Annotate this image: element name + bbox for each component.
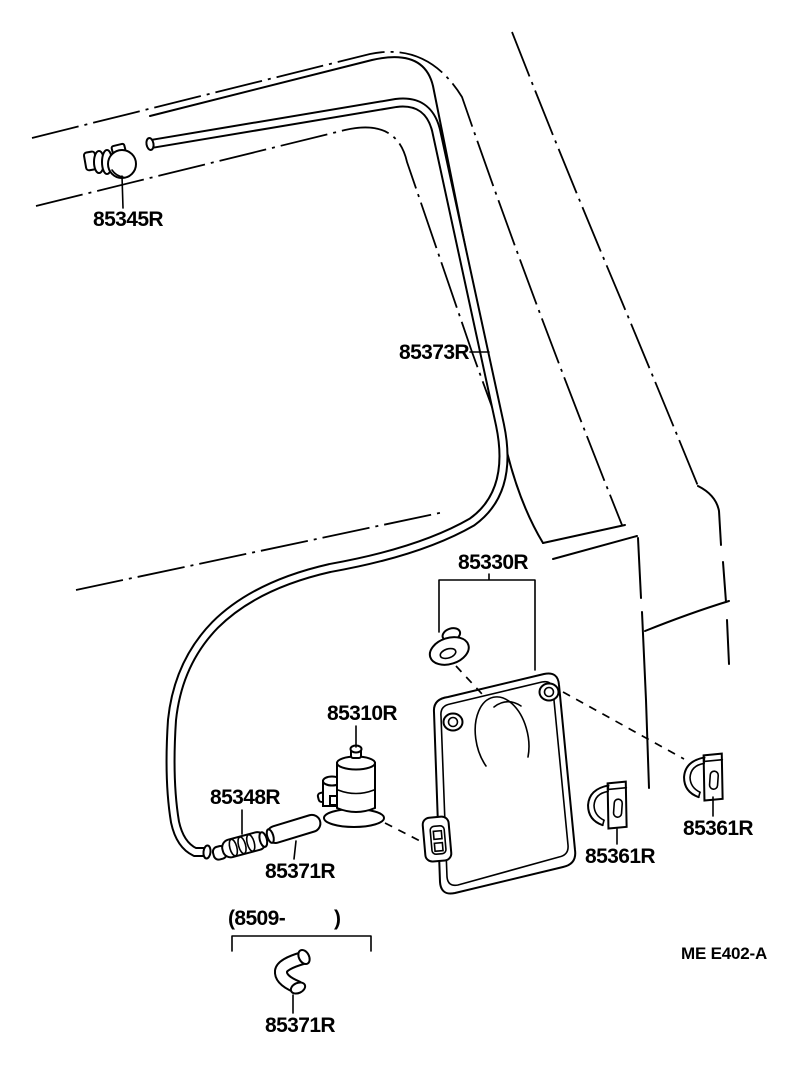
label-nozzle: 85345R — [93, 208, 163, 231]
hose-open-end-bottom — [203, 845, 211, 859]
tank-screw-boss-left — [444, 714, 463, 731]
label-pump: 85310R — [327, 702, 397, 725]
drawing-code: ME E402-A — [681, 944, 768, 963]
sill-line-1 — [543, 525, 625, 543]
label-joint: 85348R — [210, 786, 280, 809]
tank-cap — [424, 625, 473, 670]
label-hose-main: 85373R — [399, 341, 469, 364]
label-production-note-open: (8509- — [228, 907, 286, 930]
label-clip-right: 85361R — [683, 817, 753, 840]
clip-right — [683, 751, 726, 802]
label-tank: 85330R — [458, 551, 528, 574]
body-outline — [32, 32, 729, 788]
label-clip-left: 85361R — [585, 845, 655, 868]
roofline-pillar-left — [32, 52, 622, 525]
hose-elbow — [281, 948, 312, 996]
quarter-vertical-right — [698, 486, 729, 664]
production-note-bracket — [232, 936, 371, 951]
label-hose-short: 85371R — [265, 860, 335, 883]
washer-nozzle — [84, 143, 136, 178]
tank-screw-boss-right — [540, 684, 559, 701]
clip-left — [587, 779, 630, 830]
pillar-right-edge — [512, 32, 698, 486]
quarter-vertical-left — [638, 538, 649, 788]
washer-pump — [317, 746, 384, 828]
hose-short — [265, 813, 323, 845]
nozzle-head — [108, 150, 136, 178]
sill-line-2 — [553, 536, 637, 559]
tank-pump-port — [422, 816, 452, 862]
quarter-crease — [645, 601, 729, 631]
hose-joint — [211, 830, 269, 862]
label-production-note-close: ) — [334, 907, 341, 930]
washer-tank — [422, 673, 575, 893]
leader-lines — [122, 176, 713, 1013]
label-hose-elbow: 85371R — [265, 1014, 335, 1037]
